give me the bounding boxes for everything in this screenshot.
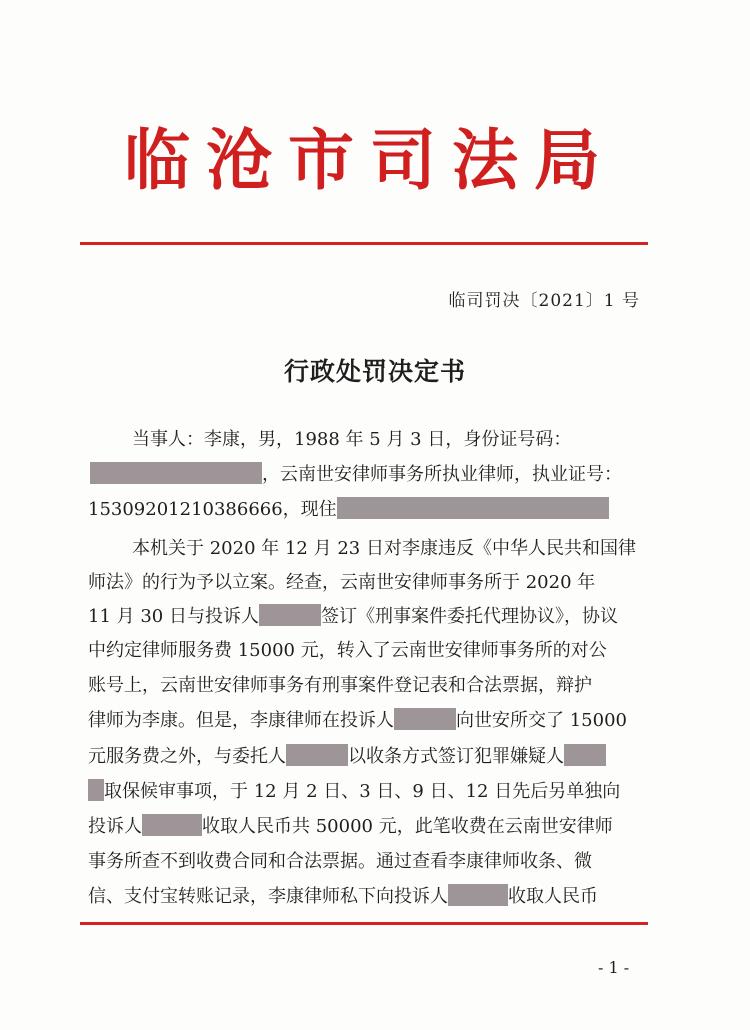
body-text: 事务所查不到收费合同和合法票据。通过查看李康律师收条、微 <box>88 851 592 872</box>
redaction-block <box>142 814 202 836</box>
body-text: 信、支付宝转账记录，李康律师私下向投诉人 <box>88 886 448 907</box>
footer-red-rule <box>80 922 648 925</box>
page-number: - 1 - <box>598 958 630 977</box>
letterhead-red-rule <box>80 242 648 245</box>
body-line <box>88 708 627 734</box>
document-number: 临司罚决〔2021〕1 号 <box>448 291 640 311</box>
redaction-block <box>90 462 262 484</box>
body-line <box>88 570 595 596</box>
body-text: 向世安所交了 15000 <box>456 710 627 731</box>
body-line <box>132 427 571 453</box>
body-text: 师法》的行为予以立案。经查，云南世安律师事务所于 2020 年 <box>88 572 596 593</box>
body-text: 11 月 30 日与投诉人 <box>88 606 259 627</box>
redaction-block <box>286 744 348 766</box>
redaction-block <box>394 708 456 730</box>
body-line <box>88 779 620 805</box>
body-line <box>88 497 609 523</box>
redaction-block <box>337 497 609 519</box>
body-text: 投诉人 <box>88 816 142 837</box>
body-text: 以收条方式签订犯罪嫌疑人 <box>348 746 564 767</box>
body-text: 律师为李康。但是，李康律师在投诉人 <box>88 710 394 731</box>
redaction-block <box>448 884 508 906</box>
body-line <box>88 884 598 910</box>
body-text: 取保候审事项，于 12 月 2 日、3 日、9 日、12 日先后另单独向 <box>104 781 621 802</box>
body-text: 收取人民币共 50000 元，此笔收费在云南世安律师 <box>202 816 613 837</box>
letterhead-title: 临沧市司法局 <box>124 122 616 199</box>
body-text: ，云南世安律师事务所执业律师，执业证号： <box>262 464 622 485</box>
body-line <box>88 604 618 630</box>
body-text: 中约定律师服务费 15000 元，转入了云南世安律师事务所的对公 <box>88 640 607 661</box>
body-text: 元服务费之外，与委托人 <box>88 746 286 767</box>
body-line <box>88 814 613 840</box>
body-text: 签订《刑事案件委托代理协议》，协议 <box>320 606 618 627</box>
body-line <box>88 849 592 875</box>
body-line <box>88 638 607 664</box>
body-line <box>132 536 636 562</box>
body-text: 收取人民币 <box>508 886 598 907</box>
body-text: 本机关于 2020 年 12 月 23 日对李康违反《中华人民共和国律 <box>132 538 636 559</box>
body-text: 15309201210386666，现住 <box>88 499 337 520</box>
redaction-block <box>259 604 321 626</box>
redaction-block <box>564 744 606 766</box>
document-heading: 行政处罚决定书 <box>283 357 466 386</box>
body-text: 账号上，云南世安律师事务有刑事案件登记表和合法票据，辩护 <box>88 675 592 696</box>
body-text: 当事人：李康，男，1988 年 5 月 3 日，身份证号码： <box>132 429 572 450</box>
body-line <box>88 673 592 699</box>
body-line <box>88 744 606 770</box>
body-line <box>90 462 622 488</box>
redaction-block <box>88 779 104 801</box>
